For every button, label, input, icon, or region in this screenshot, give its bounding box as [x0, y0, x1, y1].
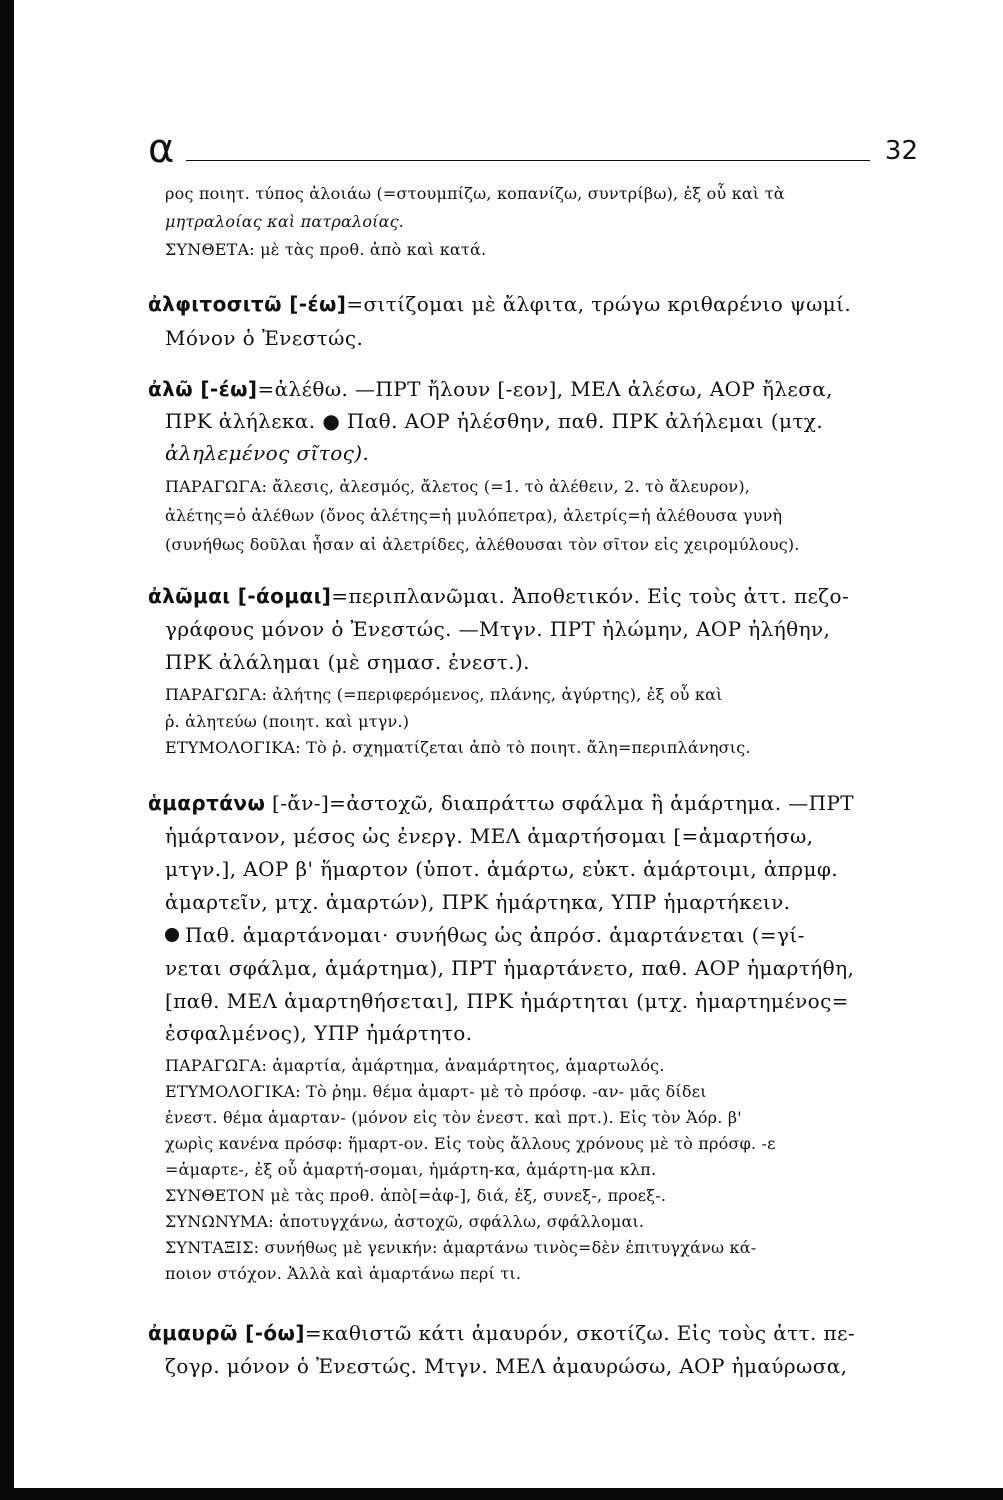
entry-amavro — [148, 1321, 855, 1345]
text-line: ῥ. ἀλητεύω (ποιητ. καὶ μτγν.) — [165, 712, 410, 731]
line-text: Παθ. ἁμαρτάνομαι· συνήθως ὡς ἀπρόσ. ἁμαρτάνεται (=γί- — [185, 923, 805, 947]
section-letter: α — [148, 126, 175, 172]
text-line: ΣΥΝΤΑΞΙΣ: συνήθως μὲ γενικήν: ἁμαρτάνω τινὸς=δὲν ἐπιτυγχάνω κά- — [165, 1238, 757, 1257]
text-line: ἐνεστ. θέμα ἁμαρταν- (μόνον εἰς τὸν ἐνεστ. καὶ πρτ.). Εἰς τὸν Ἀόρ. β' — [165, 1108, 742, 1127]
entry-alo — [148, 377, 833, 401]
text-line: ἀλέτης=ὁ ἀλέθων (ὄνος ἀλέτης=ἡ μυλόπετρα), ἀλετρίς=ἡ ἀλέθουσα γυνὴ — [165, 506, 783, 525]
text-line — [165, 923, 805, 947]
text-line: ΠΡΚ ἀλήλεκα. ● Παθ. ΑΟΡ ἠλέσθην, παθ. ΠΡΚ ἀλήλεμαι (μτχ. — [165, 409, 824, 433]
definition: =καθιστῶ κάτι ἀμαυρόν, σκοτίζω. Εἰς τοὺς ἀττ. πε- — [304, 1321, 856, 1345]
page-header — [148, 126, 918, 172]
headword: ἀλῶ [-έω] — [148, 377, 258, 401]
text-line: ΠΑΡΑΓΩΓΑ: ἀλήτης (=περιφερόμενος, πλάνης, ἀγύρτης), ἐξ οὗ καὶ — [165, 685, 723, 704]
definition: =ἀλέθω. —ΠΡΤ ἤλουν [-εον], ΜΕΛ ἀλέσω, ΑΟΡ ἤλεσα, — [257, 377, 833, 401]
text-line: ΣΥΝΘΕΤΑ: μὲ τὰς προθ. ἀπὸ καὶ κατά. — [165, 240, 487, 259]
header-rule — [186, 160, 870, 161]
text-line: γράφους μόνον ὁ Ἐνεστώς. —Μτγν. ΠΡΤ ἠλώμην, ΑΟΡ ἠλήθην, — [165, 617, 831, 641]
text-line: νεται σφάλμα, ἁμάρτημα), ΠΡΤ ἡμαρτάνετο, παθ. ΑΟΡ ἡμαρτήθη, — [165, 956, 855, 980]
headword: ἀλῶμαι [-άομαι] — [148, 584, 332, 608]
text-line: ἁμαρτεῖν, μτχ. ἁμαρτών), ΠΡΚ ἡμάρτηκα, ΥΠΡ ἡμαρτήκειν. — [165, 890, 791, 914]
definition: =περιπλανῶμαι. Ἀποθετικόν. Εἰς τοὺς ἀττ. πεζο- — [331, 584, 850, 608]
text-line: χωρὶς κανένα πρόσφ: ἥμαρτ-ον. Εἰς τοὺς ἄλλους χρόνους μὲ τὸ πρόσφ. -ε — [165, 1134, 776, 1153]
headword: ἀλφιτοσιτῶ [-έω] — [148, 292, 347, 316]
entry-amartano — [148, 791, 854, 815]
headword: ἁμαρτάνω — [148, 791, 266, 815]
entry-alfitosito — [148, 292, 851, 316]
text-line: (συνήθως δοῦλαι ἦσαν αἱ ἀλετρίδες, ἀλέθουσαι τὸν σῖτον εἰς χειρομύλους). — [165, 535, 800, 554]
bullet-icon — [165, 928, 179, 942]
text-line: ΠΑΡΑΓΩΓΑ: ἁμαρτία, ἁμάρτημα, ἀναμάρτητος, ἁμαρτωλός. — [165, 1056, 665, 1075]
text-line: [παθ. ΜΕΛ ἁμαρτηθήσεται], ΠΡΚ ἡμάρτηται (μτχ. ἡμαρτημένος= — [165, 989, 849, 1013]
page-number: 32 — [884, 136, 918, 166]
headword: ἀμαυρῶ [-όω] — [148, 1321, 305, 1345]
text-line: μτγν.], ΑΟΡ β' ἥμαρτον (ὑποτ. ἁμάρτω, εὐκτ. ἁμάρτοιμι, ἀπρμφ. — [165, 857, 839, 881]
text-line: =ἁμαρτε-, ἐξ οὗ ἁμαρτή-σομαι, ἡμάρτη-κα, ἁμάρτη-μα κλπ. — [165, 1160, 657, 1179]
text-line: Μόνον ὁ Ἐνεστώς. — [165, 326, 364, 350]
text-line: ΠΡΚ ἀλάλημαι (μὲ σημασ. ἐνεστ.). — [165, 650, 530, 674]
definition: =σιτίζομαι μὲ ἄλφιτα, τρώγω κριθαρένιο ψωμί. — [346, 292, 852, 316]
text-line: ΣΥΝΩΝΥΜΑ: ἀποτυγχάνω, ἀστοχῶ, σφάλλω, σφάλλομαι. — [165, 1212, 645, 1231]
text-line: ΕΤΥΜΟΛΟΓΙΚΑ: Τὸ ῥ. σχηματίζεται ἀπὸ τὸ ποιητ. ἄλη=περιπλάνησις. — [165, 738, 751, 757]
text-line: μητραλοίας καὶ πατραλοίας. — [165, 212, 405, 231]
text-line: ζογρ. μόνον ὁ Ἐνεστώς. Μτγν. ΜΕΛ ἀμαυρώσω, ΑΟΡ ἠμαύρωσα, — [165, 1354, 848, 1378]
definition: [-ἄν-]=ἀστοχῶ, διαπράττω σφάλμα ἢ ἁμάρτημα. —ΠΡΤ — [272, 791, 855, 815]
text-line: ἀληλεμένος σῖτος). — [165, 441, 370, 465]
text-line: ΠΑΡΑΓΩΓΑ: ἄλεσις, ἀλεσμός, ἄλετος (=1. τὸ ἀλέθειν, 2. τὸ ἄλευρον), — [165, 477, 751, 496]
text-line: ἡμάρτανον, μέσος ὡς ἐνεργ. ΜΕΛ ἁμαρτήσομαι [=ἁμαρτήσω, — [165, 824, 814, 848]
text-line: ΕΤΥΜΟΛΟΓΙΚΑ: Τὸ ῥημ. θέμα ἁμαρτ- μὲ τὸ πρόσφ. -αν- μᾶς δίδει — [165, 1082, 707, 1101]
text-line: ΣΥΝΘΕΤΟΝ μὲ τὰς προθ. ἀπὸ[=ἀφ-], διά, ἐξ, συνεξ-, προεξ-. — [165, 1186, 667, 1205]
text-line: ρος ποιητ. τύπος ἀλοιάω (=στουμπίζω, κοπανίζω, συντρίβω), ἐξ οὗ καὶ τὰ — [165, 184, 785, 203]
text-line: ποιον στόχον. Ἀλλὰ καὶ ἁμαρτάνω περί τι. — [165, 1264, 522, 1283]
entry-alomai — [148, 584, 849, 608]
text-line: ἐσφαλμένος), ΥΠΡ ἡμάρτητο. — [165, 1021, 473, 1045]
